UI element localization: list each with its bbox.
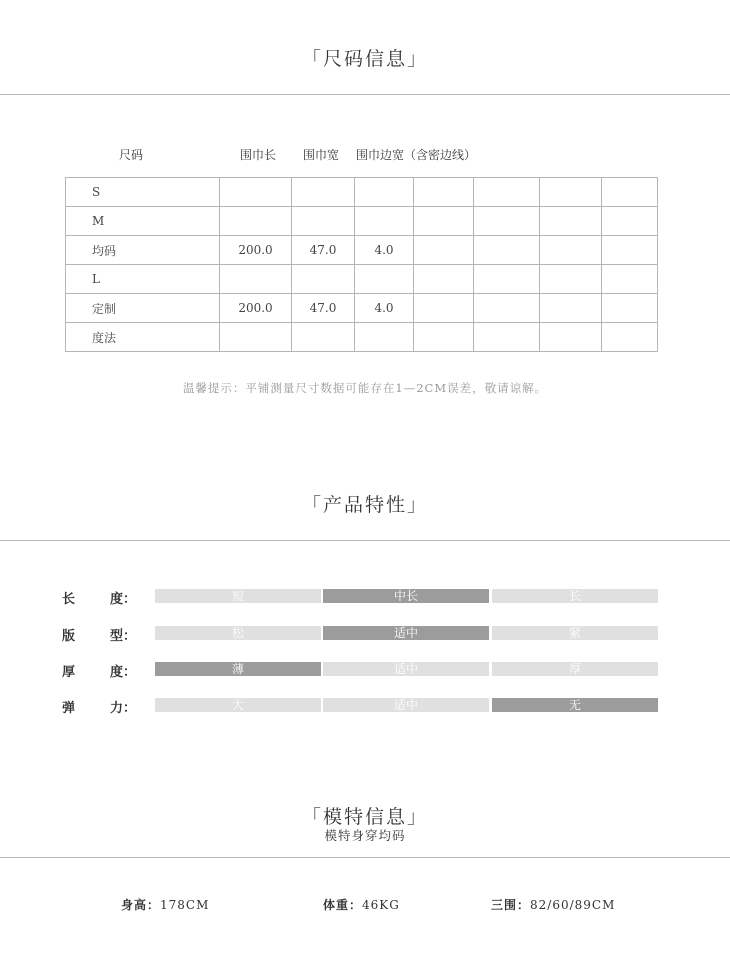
model-measurements — [491, 896, 615, 913]
model-weight-label: 体重： — [323, 898, 363, 912]
size-cell — [355, 178, 414, 207]
size-cell — [602, 294, 658, 323]
size-cell: 47.0 — [292, 236, 355, 265]
size-cell — [474, 178, 540, 207]
size-cell — [414, 265, 474, 294]
feature-option: 适中 — [323, 698, 489, 712]
size-cell — [540, 294, 602, 323]
size-cell — [540, 207, 602, 236]
size-cell — [474, 323, 540, 352]
feature-label-suffix: 力： — [110, 701, 137, 716]
model-height-label: 身高： — [121, 898, 161, 912]
feature-scale — [155, 662, 658, 676]
model-section-title: 「模特信息」 — [301, 806, 428, 828]
model-height-value: 178CM — [160, 898, 210, 912]
feature-option: 适中 — [323, 662, 489, 676]
size-cell: 47.0 — [292, 294, 355, 323]
size-cell — [540, 178, 602, 207]
size-cell — [292, 265, 355, 294]
size-cell — [220, 207, 292, 236]
size-cell — [355, 207, 414, 236]
header-scarf-length: 围巾长 — [240, 148, 277, 162]
model-weight — [323, 896, 400, 913]
feature-option: 紧 — [492, 626, 658, 640]
model-measurements-label: 三围： — [491, 898, 531, 912]
size-row-label: S — [66, 178, 220, 207]
size-cell — [414, 323, 474, 352]
feature-option: 长 — [492, 589, 658, 603]
size-cell — [292, 323, 355, 352]
size-cell — [414, 236, 474, 265]
feature-option-selected: 无 — [492, 698, 658, 712]
size-section-divider — [0, 94, 730, 95]
feature-option-selected: 薄 — [155, 662, 321, 676]
size-cell — [220, 265, 292, 294]
model-measurements-value: 82/60/89CM — [530, 898, 616, 912]
feature-label-char: 长 — [62, 592, 76, 607]
table-row — [66, 265, 658, 294]
size-row-label: 均码 — [66, 236, 220, 265]
size-cell — [414, 207, 474, 236]
size-section-title: 「尺码信息」 — [301, 48, 428, 70]
size-row-label: 定制 — [66, 294, 220, 323]
table-row — [66, 178, 658, 207]
feature-scale — [155, 698, 658, 712]
size-cell — [602, 178, 658, 207]
size-row-label: 度法 — [66, 323, 220, 352]
size-cell — [602, 323, 658, 352]
size-cell — [220, 323, 292, 352]
table-row — [66, 207, 658, 236]
feature-label-char: 弹 — [62, 701, 76, 716]
feature-option: 大 — [155, 698, 321, 712]
feature-option-selected: 适中 — [323, 626, 489, 640]
size-row-label: M — [66, 207, 220, 236]
size-table — [65, 177, 658, 352]
size-cell — [474, 265, 540, 294]
model-weight-value: 46KG — [362, 898, 400, 912]
feature-option: 厚 — [492, 662, 658, 676]
feature-label-char: 厚 — [62, 665, 76, 680]
table-row — [66, 323, 658, 352]
size-cell — [355, 323, 414, 352]
size-cell — [292, 178, 355, 207]
size-cell: 4.0 — [355, 236, 414, 265]
size-cell — [602, 207, 658, 236]
size-cell — [414, 178, 474, 207]
size-cell — [474, 294, 540, 323]
feature-option: 松 — [155, 626, 321, 640]
size-cell — [355, 265, 414, 294]
model-section-subtitle: 模特身穿均码 — [324, 828, 406, 843]
size-cell: 200.0 — [220, 294, 292, 323]
table-row — [66, 236, 658, 265]
size-cell — [540, 265, 602, 294]
header-scarf-edge-width: 围巾边宽（含密边线） — [356, 148, 477, 162]
size-tip: 温馨提示：平铺测量尺寸数据可能存在1—2CM误差，敬请谅解。 — [182, 381, 548, 395]
size-cell — [414, 294, 474, 323]
features-section-title: 「产品特性」 — [301, 494, 428, 516]
size-cell — [602, 236, 658, 265]
table-row — [66, 294, 658, 323]
feature-scale — [155, 626, 658, 640]
size-row-label: L — [66, 265, 220, 294]
size-cell — [540, 323, 602, 352]
feature-label-suffix: 度： — [110, 665, 137, 680]
header-size: 尺码 — [119, 148, 144, 162]
feature-label-suffix: 度： — [110, 592, 137, 607]
model-section-divider — [0, 857, 730, 858]
size-cell — [540, 236, 602, 265]
model-height — [121, 896, 209, 913]
size-cell — [292, 207, 355, 236]
features-section-divider — [0, 540, 730, 541]
feature-option-selected: 中长 — [323, 589, 489, 603]
feature-label-suffix: 型： — [110, 629, 137, 644]
feature-option: 短 — [155, 589, 321, 603]
size-cell — [220, 178, 292, 207]
feature-label-char: 版 — [62, 629, 76, 644]
size-cell: 4.0 — [355, 294, 414, 323]
size-cell — [602, 265, 658, 294]
feature-scale — [155, 589, 658, 603]
size-cell: 200.0 — [220, 236, 292, 265]
size-cell — [474, 207, 540, 236]
header-scarf-width: 围巾宽 — [303, 148, 340, 162]
size-cell — [474, 236, 540, 265]
